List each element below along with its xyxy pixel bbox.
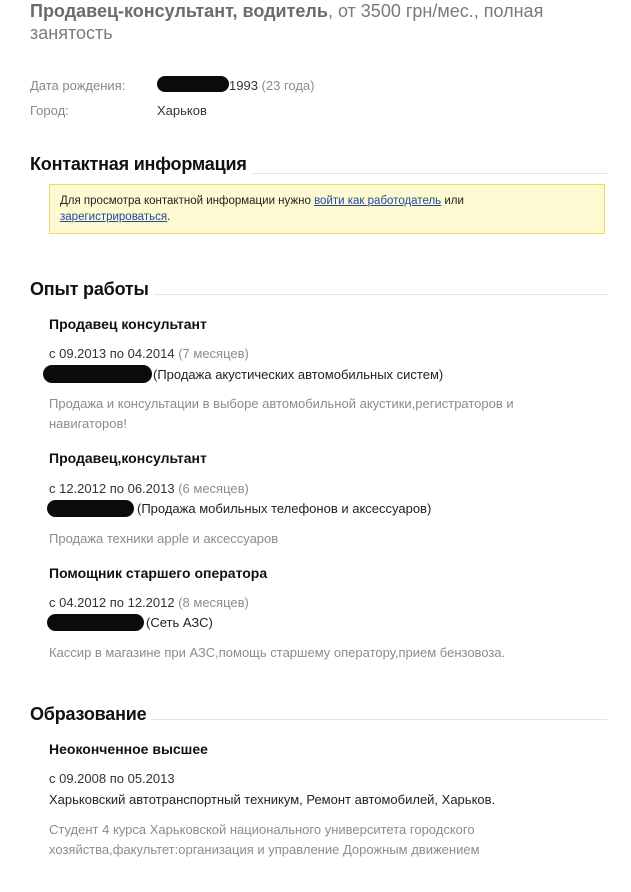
contacts-notice bbox=[49, 184, 605, 234]
education-period: с 09.2008 по 05.2013 bbox=[49, 771, 175, 786]
redacted-company-name bbox=[47, 500, 134, 517]
redacted-birth-date bbox=[157, 76, 229, 92]
birth-date-label: Дата рождения: bbox=[30, 78, 126, 93]
job-duration: (6 месяцев) bbox=[178, 481, 249, 496]
age: (23 года) bbox=[261, 78, 315, 93]
city-value: Харьков bbox=[157, 103, 207, 118]
education-level: Неоконченное высшее bbox=[49, 741, 208, 757]
contacts-heading: Контактная информация bbox=[30, 154, 247, 174]
company-note: (Продажа акустических автомобильных систем) bbox=[153, 367, 444, 382]
job-dates: с 09.2013 по 04.2014 bbox=[49, 346, 175, 361]
education-description: Студент 4 курса Харьковской национального университета городского хозяйства,факультет:организация и управление Дорожным движением bbox=[49, 822, 480, 857]
job-dates: с 12.2012 по 06.2013 bbox=[49, 481, 175, 496]
education-heading: Образование bbox=[30, 704, 147, 724]
job-period bbox=[49, 481, 249, 496]
city-label: Город: bbox=[30, 103, 69, 118]
notice-end: . bbox=[167, 211, 171, 223]
job-description: Продажа и консультации в выборе автомобильной акустики,регистраторов и навигаторов! bbox=[49, 396, 514, 431]
salary-and-employment: , от 3500 грн/мес., полная занятость bbox=[30, 1, 544, 43]
contacts-divider bbox=[252, 173, 607, 174]
company-note: (Продажа мобильных телефонов и аксессуаров) bbox=[137, 501, 432, 516]
employer-login-link[interactable]: войти как работодатель bbox=[314, 195, 442, 207]
job-period bbox=[49, 346, 249, 361]
education-institution: Харьковский автотранспортный техникум, Ремонт автомобилей, Харьков. bbox=[49, 792, 496, 807]
job-description: Кассир в магазине при АЗС,помощь старшему оператору,прием бензовоза. bbox=[49, 645, 506, 660]
notice-text: Для просмотра контактной информации нужно bbox=[60, 195, 315, 207]
notice-line-2 bbox=[60, 211, 170, 223]
company-note: (Сеть АЗС) bbox=[146, 615, 213, 630]
birth-year: 1993 bbox=[229, 78, 258, 93]
job-duration: (8 месяцев) bbox=[178, 595, 249, 610]
job-duration: (7 месяцев) bbox=[178, 346, 249, 361]
register-link[interactable]: зарегистрироваться bbox=[60, 211, 168, 223]
experience-heading: Опыт работы bbox=[30, 279, 149, 299]
job-title: Продавец,консультант bbox=[49, 450, 207, 466]
education-divider bbox=[151, 719, 607, 720]
notice-or: или bbox=[441, 195, 464, 207]
job-period bbox=[49, 595, 249, 610]
redacted-company-name bbox=[43, 365, 152, 383]
job-title: Продавец консультант bbox=[49, 316, 207, 332]
job-title: Помощник старшего оператора bbox=[49, 565, 268, 581]
notice-line-1 bbox=[60, 195, 464, 207]
resume-title bbox=[30, 0, 620, 44]
experience-divider bbox=[154, 294, 607, 295]
position-title: Продавец-консультант, водитель bbox=[30, 1, 328, 21]
redacted-company-name bbox=[47, 614, 144, 631]
job-dates: с 04.2012 по 12.2012 bbox=[49, 595, 175, 610]
job-description: Продажа техники apple и аксессуаров bbox=[49, 531, 279, 546]
birth-date-value bbox=[229, 78, 315, 93]
